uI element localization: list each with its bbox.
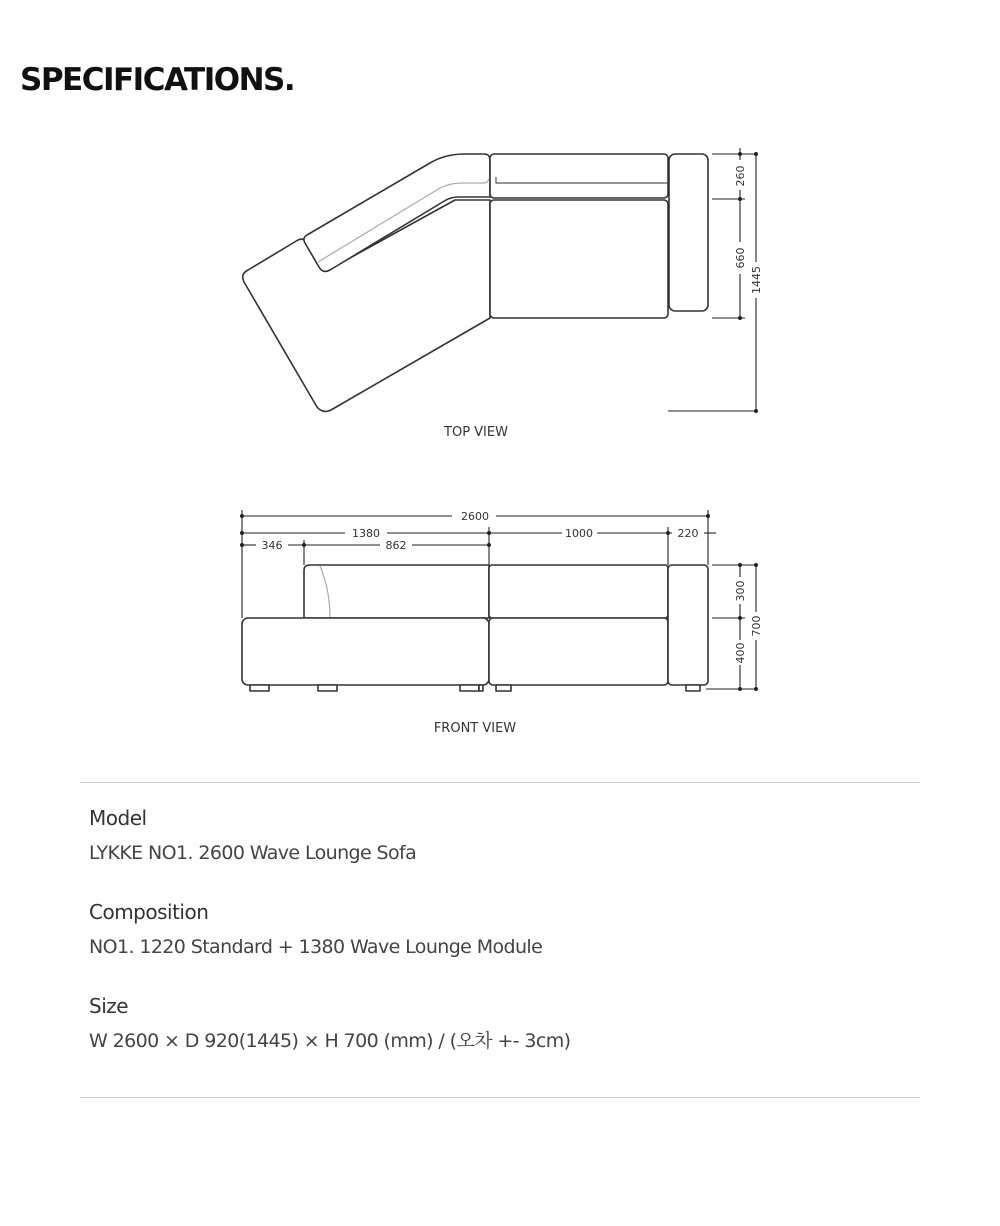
front-view-legs xyxy=(250,685,700,691)
front-view-lounge-back-label: 862 xyxy=(385,539,407,552)
spec-list xyxy=(89,803,909,1085)
spec-model xyxy=(89,803,909,868)
spec-label: Composition xyxy=(89,900,209,924)
spec-label: Model xyxy=(89,806,147,830)
front-view-lounge-width-label: 1380 xyxy=(352,527,380,540)
front-view-back-height-label: 300 xyxy=(734,580,747,602)
spec-value: W 2600 × D 920(1445) × H 700 (mm) / (오차 +- 3cm) xyxy=(89,1030,571,1052)
spec-value: NO1. 1220 Standard + 1380 Wave Lounge Module xyxy=(89,936,543,958)
front-view-label: FRONT VIEW xyxy=(433,721,517,736)
front-view-total-width-label: 2600 xyxy=(461,510,489,523)
front-view-seat-height-label: 400 xyxy=(734,642,747,664)
top-view-label: TOP VIEW xyxy=(444,425,508,440)
top-view xyxy=(243,148,763,440)
front-view-lounge-seat xyxy=(242,618,489,685)
spec-size xyxy=(89,991,909,1056)
front-view-lounge-backrest xyxy=(304,565,489,618)
bottom-divider xyxy=(80,1097,920,1098)
top-view-total-depth-label: 1445 xyxy=(750,266,763,294)
top-divider xyxy=(80,782,920,783)
spec-composition xyxy=(89,897,909,962)
top-view-armrest xyxy=(669,154,708,311)
top-view-standard-backrest xyxy=(490,154,668,198)
spec-label: Size xyxy=(89,994,129,1018)
front-view-lounge-end-label: 346 xyxy=(261,539,283,552)
top-view-standard-seat xyxy=(490,200,668,318)
front-view-total-height-label: 700 xyxy=(750,615,763,637)
front-view-standard-width-label: 1000 xyxy=(565,527,593,540)
front-view xyxy=(240,510,763,736)
top-view-back-depth-label: 260 xyxy=(734,165,747,187)
page-title: SPECIFICATIONS. xyxy=(20,62,295,98)
front-view-standard-backrest xyxy=(489,565,668,618)
front-view-armrest xyxy=(668,565,708,685)
front-view-arm-width-label: 220 xyxy=(677,527,699,540)
spec-value: LYKKE NO1. 2600 Wave Lounge Sofa xyxy=(89,842,417,864)
front-view-standard-seat xyxy=(489,618,668,685)
top-view-seat-depth-label: 660 xyxy=(734,247,747,269)
